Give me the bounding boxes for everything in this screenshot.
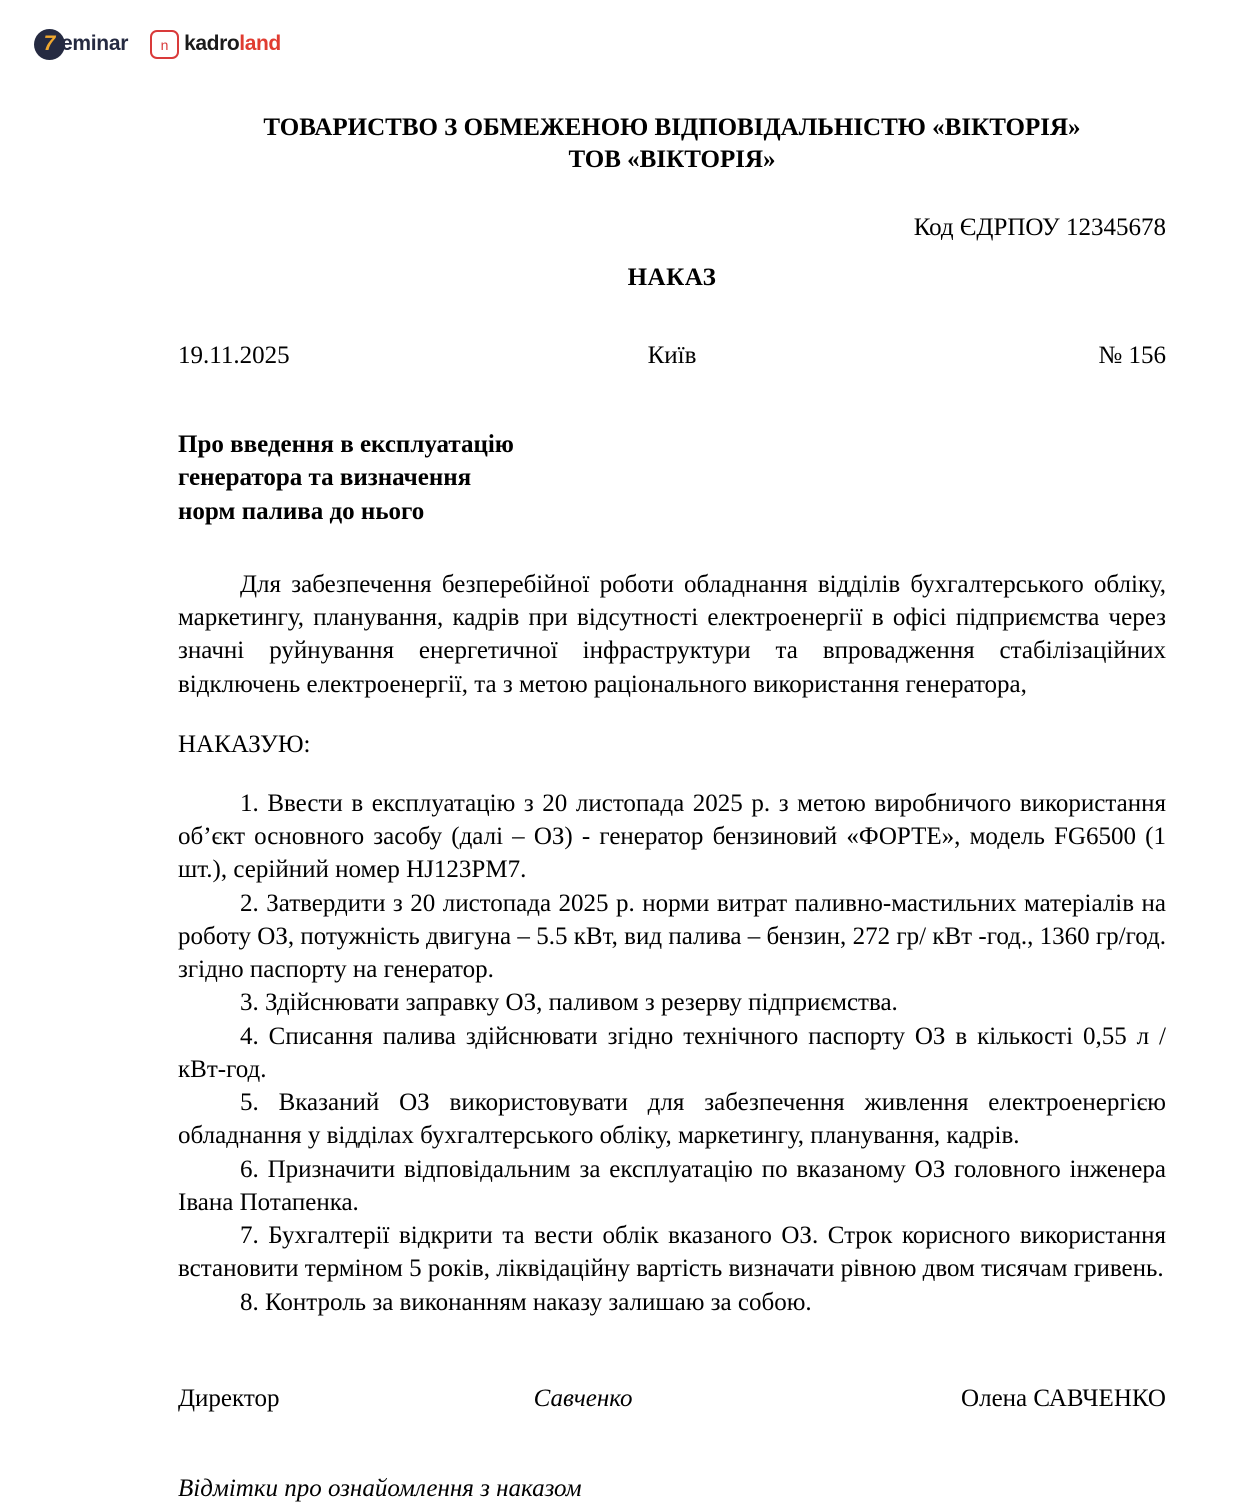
- acknowledgement-note: Відмітки про ознайомлення з наказом: [178, 1474, 582, 1502]
- kadroland-wordmark-red: land: [239, 32, 281, 55]
- document-subject-line3: норм палива до нього: [178, 497, 425, 525]
- order-clause: 1. Ввести в експлуатацію з 20 листопада 2025 р. з метою виробничого використання об’єкт основного засобу (далі – ОЗ) - генератор бензиновий «ФОРТЕ», модель FG6500 (1 шт.), серійний номер HJ123PM7.: [178, 789, 1166, 884]
- order-clause: 4. Списання палива здійснювати згідно технічного паспорту ОЗ в кількості 0,55 л / кВт-год.: [178, 1022, 1166, 1083]
- document-number: № 156: [1098, 342, 1166, 369]
- kadroland-badge-char: n: [160, 37, 169, 53]
- order-clause: 8. Контроль за виконанням наказу залишаю за собою.: [240, 1288, 812, 1316]
- document-subject-line1: Про введення в експлуатацію: [178, 431, 514, 458]
- signatory-position: Директор: [178, 1384, 280, 1412]
- order-clause: 2. Затвердити з 20 листопада 2025 р. норми витрат паливно-мастильних матеріалів на роботу ОЗ, потужність двигуна – 5.5 кВт, вид палива – бензин, 272 гр/ кВт -год., 1360 гр/год. згідно паспорту на генератор.: [178, 889, 1166, 983]
- organization-title: [178, 112, 1166, 176]
- document-subject-line2: генератора та визначення: [178, 464, 472, 492]
- signature-row: [178, 1385, 1166, 1413]
- document-kind-heading: НАКАЗ: [627, 264, 717, 291]
- signatory-full-name: Олена САВЧЕНКО: [961, 1384, 1166, 1412]
- order-clause: 3. Здійснювати заправку ОЗ, паливом з резерву підприємства.: [240, 989, 898, 1017]
- document-place: Київ: [647, 342, 697, 369]
- document-meta-row: [178, 342, 1166, 370]
- edrpou-code: Код ЄДРПОУ 12345678: [913, 214, 1166, 241]
- document-date: 19.11.2025: [178, 342, 290, 369]
- document-subject: [178, 428, 1166, 528]
- order-keyword: НАКАЗУЮ:: [178, 730, 311, 758]
- zeminar-wordmark: eminar: [61, 32, 129, 55]
- document-body: [178, 0, 1166, 1503]
- document-preamble: Для забезпечення безперебійної роботи обладнання відділів бухгалтерського обліку, маркетингу, планування, кадрів при відсутності електроенергії в офісі підприємства через значні руйнування енергетичної інфраструктури та впровадження стабілізаційних відключень електроенергії, та з метою раціонального використання генератора,: [178, 570, 1166, 698]
- order-clause: 5. Вказаний ОЗ використовувати для забезпечення живлення електроенергією обладнання у відділах бухгалтерського обліку, маркетингу, планування, кадрів.: [178, 1089, 1166, 1150]
- order-clause: 7. Бухгалтерії відкрити та вести облік вказаного ОЗ. Строк корисного використання встановити терміном 5 років, ліквідаційну вартість визначати рівною двом тисячам гривень.: [178, 1222, 1166, 1283]
- zeminar-badge-char: 7: [43, 31, 56, 55]
- order-clause-list: [178, 787, 1166, 1319]
- kadroland-wordmark-dark: kadro: [184, 32, 240, 55]
- signature-mark: Савченко: [533, 1384, 633, 1412]
- order-clause: 6. Призначити відповідальним за експлуатацію по вказаному ОЗ головного інженера Івана Потапенка.: [178, 1155, 1166, 1216]
- organization-title-line2: ТОВ «ВІКТОРІЯ»: [568, 146, 776, 173]
- organization-title-line1: ТОВАРИСТВО З ОБМЕЖЕНОЮ ВІДПОВІДАЛЬНІСТЮ «ВІКТОРІЯ»: [263, 114, 1081, 141]
